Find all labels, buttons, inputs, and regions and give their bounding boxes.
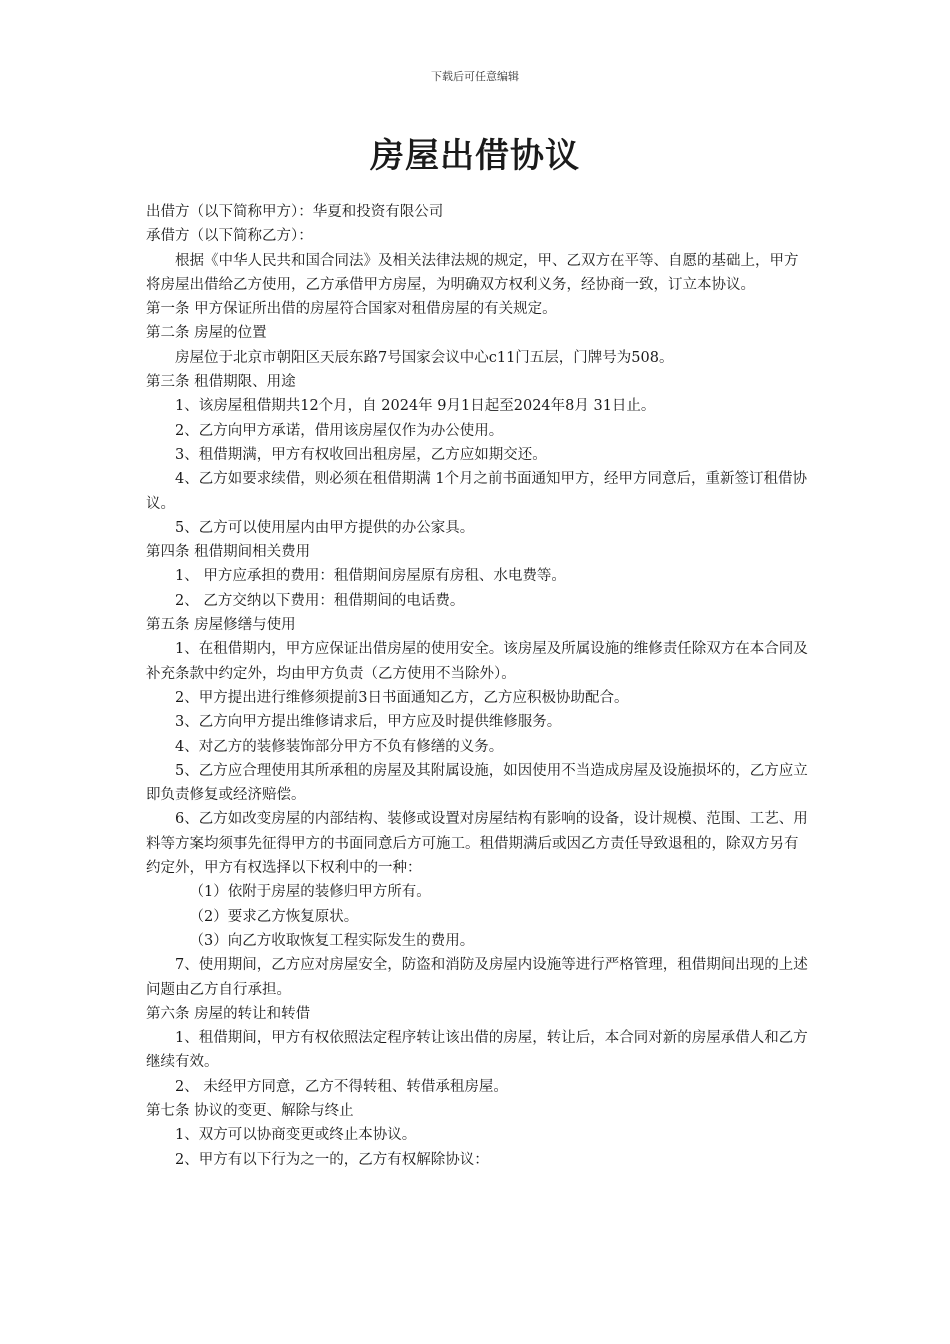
party-b-line: 承借方（以下简称乙方）： <box>146 228 313 245</box>
article-2-item: 房屋位于北京市朝阳区天辰东路7号国家会议中心c11门五层，门牌号为508。 <box>175 349 674 366</box>
article-3-item-5: 5、乙方可以使用屋内由甲方提供的办公家具。 <box>175 519 475 536</box>
article-5-item-1: 1、在租借期内，甲方应保证出借房屋的使用安全。该房屋及所属设施的维修责任除双方在本合同及补充条款中约定外，均由甲方负责（乙方使用不当除外）。 <box>146 641 808 682</box>
article-5-item-3: 3、乙方向甲方提出维修请求后，甲方应及时提供维修服务。 <box>175 714 562 731</box>
article-3-item-4: 4、乙方如要求续借，则必须在租借期满 1个月之前书面通知甲方，经甲方同意后，重新签订租借协议。 <box>146 471 808 512</box>
article-4-item-2: 2、 乙方交纳以下费用：租借期间的电话费。 <box>175 592 465 609</box>
article-4-heading: 第四条 租借期间相关费用 <box>146 544 311 561</box>
article-7-item-2: 2、甲方有以下行为之一的，乙方有权解除协议： <box>175 1151 489 1168</box>
article-6-heading: 第六条 房屋的转让和转借 <box>146 1005 311 1022</box>
article-5-item-6: 6、乙方如改变房屋的内部结构、装修或设置对房屋结构有影响的设备，设计规模、范围、工艺、用料等方案均须事先征得甲方的书面同意后方可施工。租借期满后或因乙方责任导致退租的，除双方另有约定外，甲方有权选择以下权利中的一种： <box>146 811 808 877</box>
article-3-item-3: 3、租借期满，甲方有权收回出租房屋，乙方应如期交还。 <box>175 446 547 463</box>
document-body <box>146 200 808 1172</box>
article-5-subitem-2: （2）要求乙方恢复原状。 <box>189 908 359 925</box>
article-3-item-2: 2、乙方向甲方承诺，借用该房屋仅作为办公使用。 <box>175 422 504 439</box>
article-3-item-1: 1、该房屋租借期共12个月，自 2024年 9月1日起至2024年8月 31日止。 <box>175 398 656 415</box>
article-7-item-1: 1、双方可以协商变更或终止本协议。 <box>175 1127 417 1144</box>
article-5-item-7: 7、使用期间，乙方应对房屋安全，防盗和消防及房屋内设施等进行严格管理，租借期间出现的上述问题由乙方自行承担。 <box>146 957 808 998</box>
party-a-line: 出借方（以下简称甲方）：华夏和投资有限公司 <box>146 204 444 220</box>
article-5-item-4: 4、对乙方的装修装饰部分甲方不负有修缮的义务。 <box>175 738 504 755</box>
article-5-item-2: 2、甲方提出进行维修须提前3日书面通知乙方，乙方应积极协助配合。 <box>175 689 629 706</box>
article-1-heading: 第一条 甲方保证所出借的房屋符合国家对租借房屋的有关规定。 <box>146 301 557 318</box>
preamble-paragraph: 根据《中华人民共和国合同法》及相关法律法规的规定，甲、乙双方在平等、自愿的基础上，甲方将房屋出借给乙方使用，乙方承借甲方房屋，为明确双方权利义务，经协商一致，订立本协议。 <box>146 252 799 293</box>
article-4-item-1: 1、 甲方应承担的费用：租借期间房屋原有房租、水电费等。 <box>175 568 566 585</box>
document-title: 房屋出借协议 <box>370 136 580 176</box>
header-note: 下载后可任意编辑 <box>431 70 519 83</box>
article-2-heading: 第二条 房屋的位置 <box>146 325 267 342</box>
article-6-item-1: 1、租借期间，甲方有权依照法定程序转让该出借的房屋，转让后，本合同对新的房屋承借人和乙方继续有效。 <box>146 1030 808 1071</box>
article-5-subitem-1: （1）依附于房屋的装修归甲方所有。 <box>189 884 431 901</box>
article-6-item-2: 2、 未经甲方同意，乙方不得转租、转借承租房屋。 <box>175 1078 508 1095</box>
article-3-heading: 第三条 租借期限、用途 <box>146 374 296 391</box>
article-5-item-5: 5、乙方应合理使用其所承租的房屋及其附属设施，如因使用不当造成房屋及设施损坏的，乙方应立即负责修复或经济赔偿。 <box>146 762 808 804</box>
article-5-subitem-3: （3）向乙方收取恢复工程实际发生的费用。 <box>189 932 475 949</box>
article-5-heading: 第五条 房屋修缮与使用 <box>146 617 296 634</box>
article-7-heading: 第七条 协议的变更、解除与终止 <box>146 1102 354 1119</box>
